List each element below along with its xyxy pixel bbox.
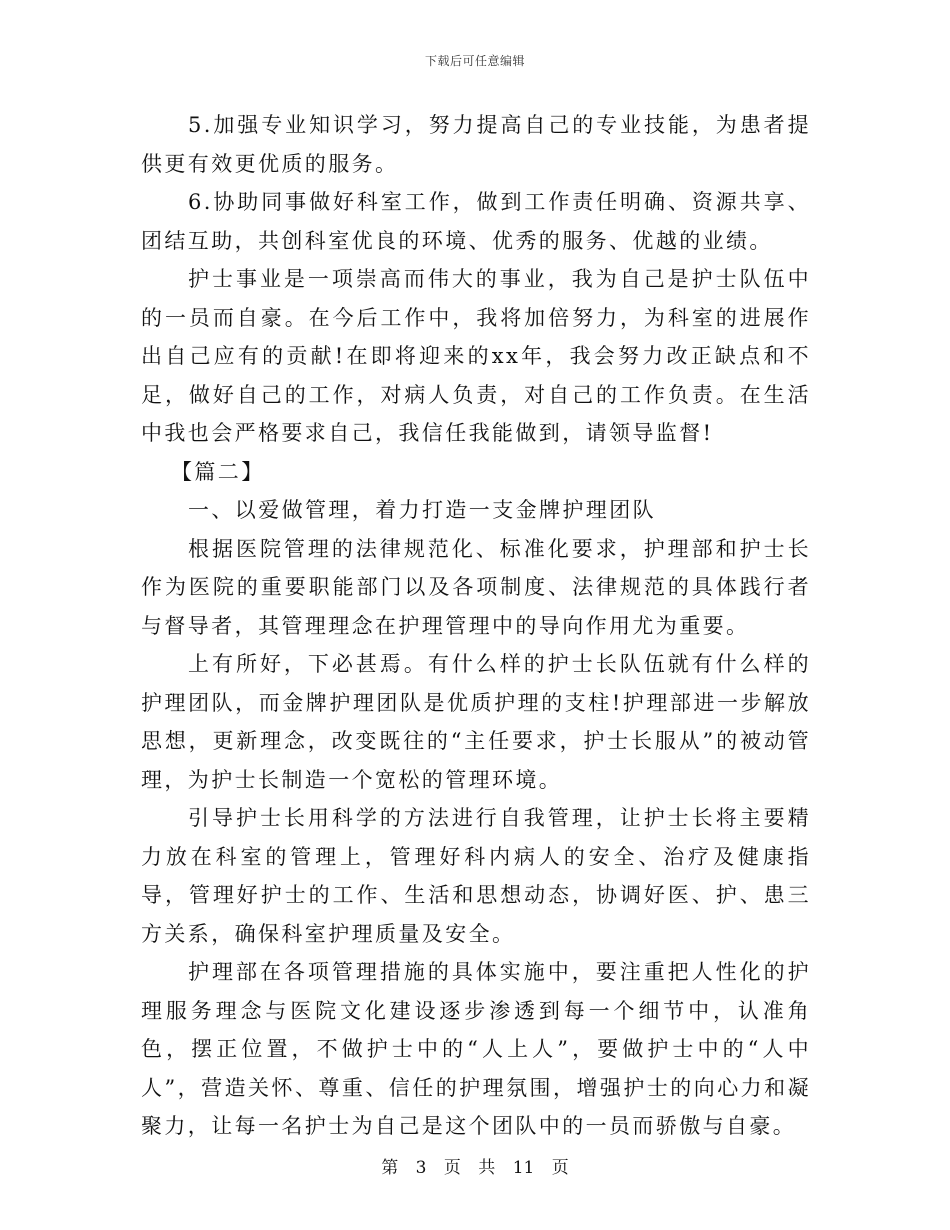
footer-suffix: 页 bbox=[551, 1158, 569, 1178]
paragraph-item-6: 6.协助同事做好科室工作，做到工作责任明确、资源共享、团结互助，共创科室优良的环境、优秀的服务、优越的业绩。 bbox=[141, 190, 811, 253]
paragraph-item-5: 5.加强专业知识学习，努力提高自己的专业技能，为患者提供更有效更优质的服务。 bbox=[141, 113, 811, 176]
paragraph-team-leadership: 上有所好，下必甚焉。有什么样的护士长队伍就有什么样的护理团队，而金牌护理团队是优质护理的支柱!护理部进一步解放思想，更新理念，改变既往的“主任要求，护士长服从”的被动管理，为护士长制造一个宽松的管理环境。 bbox=[141, 652, 811, 792]
footer-prefix: 第 bbox=[381, 1158, 399, 1178]
footer-page-word: 页 bbox=[443, 1158, 461, 1178]
paragraph-management-norms: 根据医院管理的法律规范化、标准化要求，护理部和护士长作为医院的重要职能部门以及各项制度、法律规范的具体践行者与督导者，其管理理念在护理管理中的导向作用尤为重要。 bbox=[141, 536, 811, 638]
page-footer bbox=[0, 1153, 950, 1178]
section-subheading: 一、以爱做管理，着力打造一支金牌护理团队 bbox=[188, 498, 656, 522]
body-text bbox=[141, 106, 811, 1146]
paragraph-humanized-care: 护理部在各项管理措施的具体实施中，要注重把人性化的护理服务理念与医院文化建设逐步渗透到每一个细节中，认准角色，摆正位置，不做护士中的“人上人”，要做护士中的“人中人”，营造关怀、尊重、信任的护理氛围，增强护士的向心力和凝聚力，让每一名护士为自己是这个团队中的一员而骄傲与自豪。 bbox=[141, 960, 811, 1138]
section-label: 【篇二】 bbox=[171, 459, 265, 484]
footer-current-page: 3 bbox=[415, 1158, 427, 1178]
paragraph-conclusion: 护士事业是一项崇高而伟大的事业，我为自己是护士队伍中的一员而自豪。在今后工作中，我将加倍努力，为科室的进展作出自己应有的贡献!在即将迎来的xx年，我会努力改正缺点和不足，做好自己的工作，对病人负责，对自己的工作负责。在生活中我也会严格要求自己，我信任我能做到，请领导监督! bbox=[141, 267, 811, 445]
paragraph-self-management: 引导护士长用科学的方法进行自我管理，让护士长将主要精力放在科室的管理上，管理好科内病人的安全、治疗及健康指导，管理好护士的工作、生活和思想动态，协调好医、护、患三方关系，确保科室护理质量及安全。 bbox=[141, 806, 811, 946]
footer-total-pages: 11 bbox=[512, 1158, 535, 1178]
footer-total-word: 共 bbox=[478, 1158, 496, 1178]
header-note: 下载后可任意编辑 bbox=[424, 54, 525, 68]
